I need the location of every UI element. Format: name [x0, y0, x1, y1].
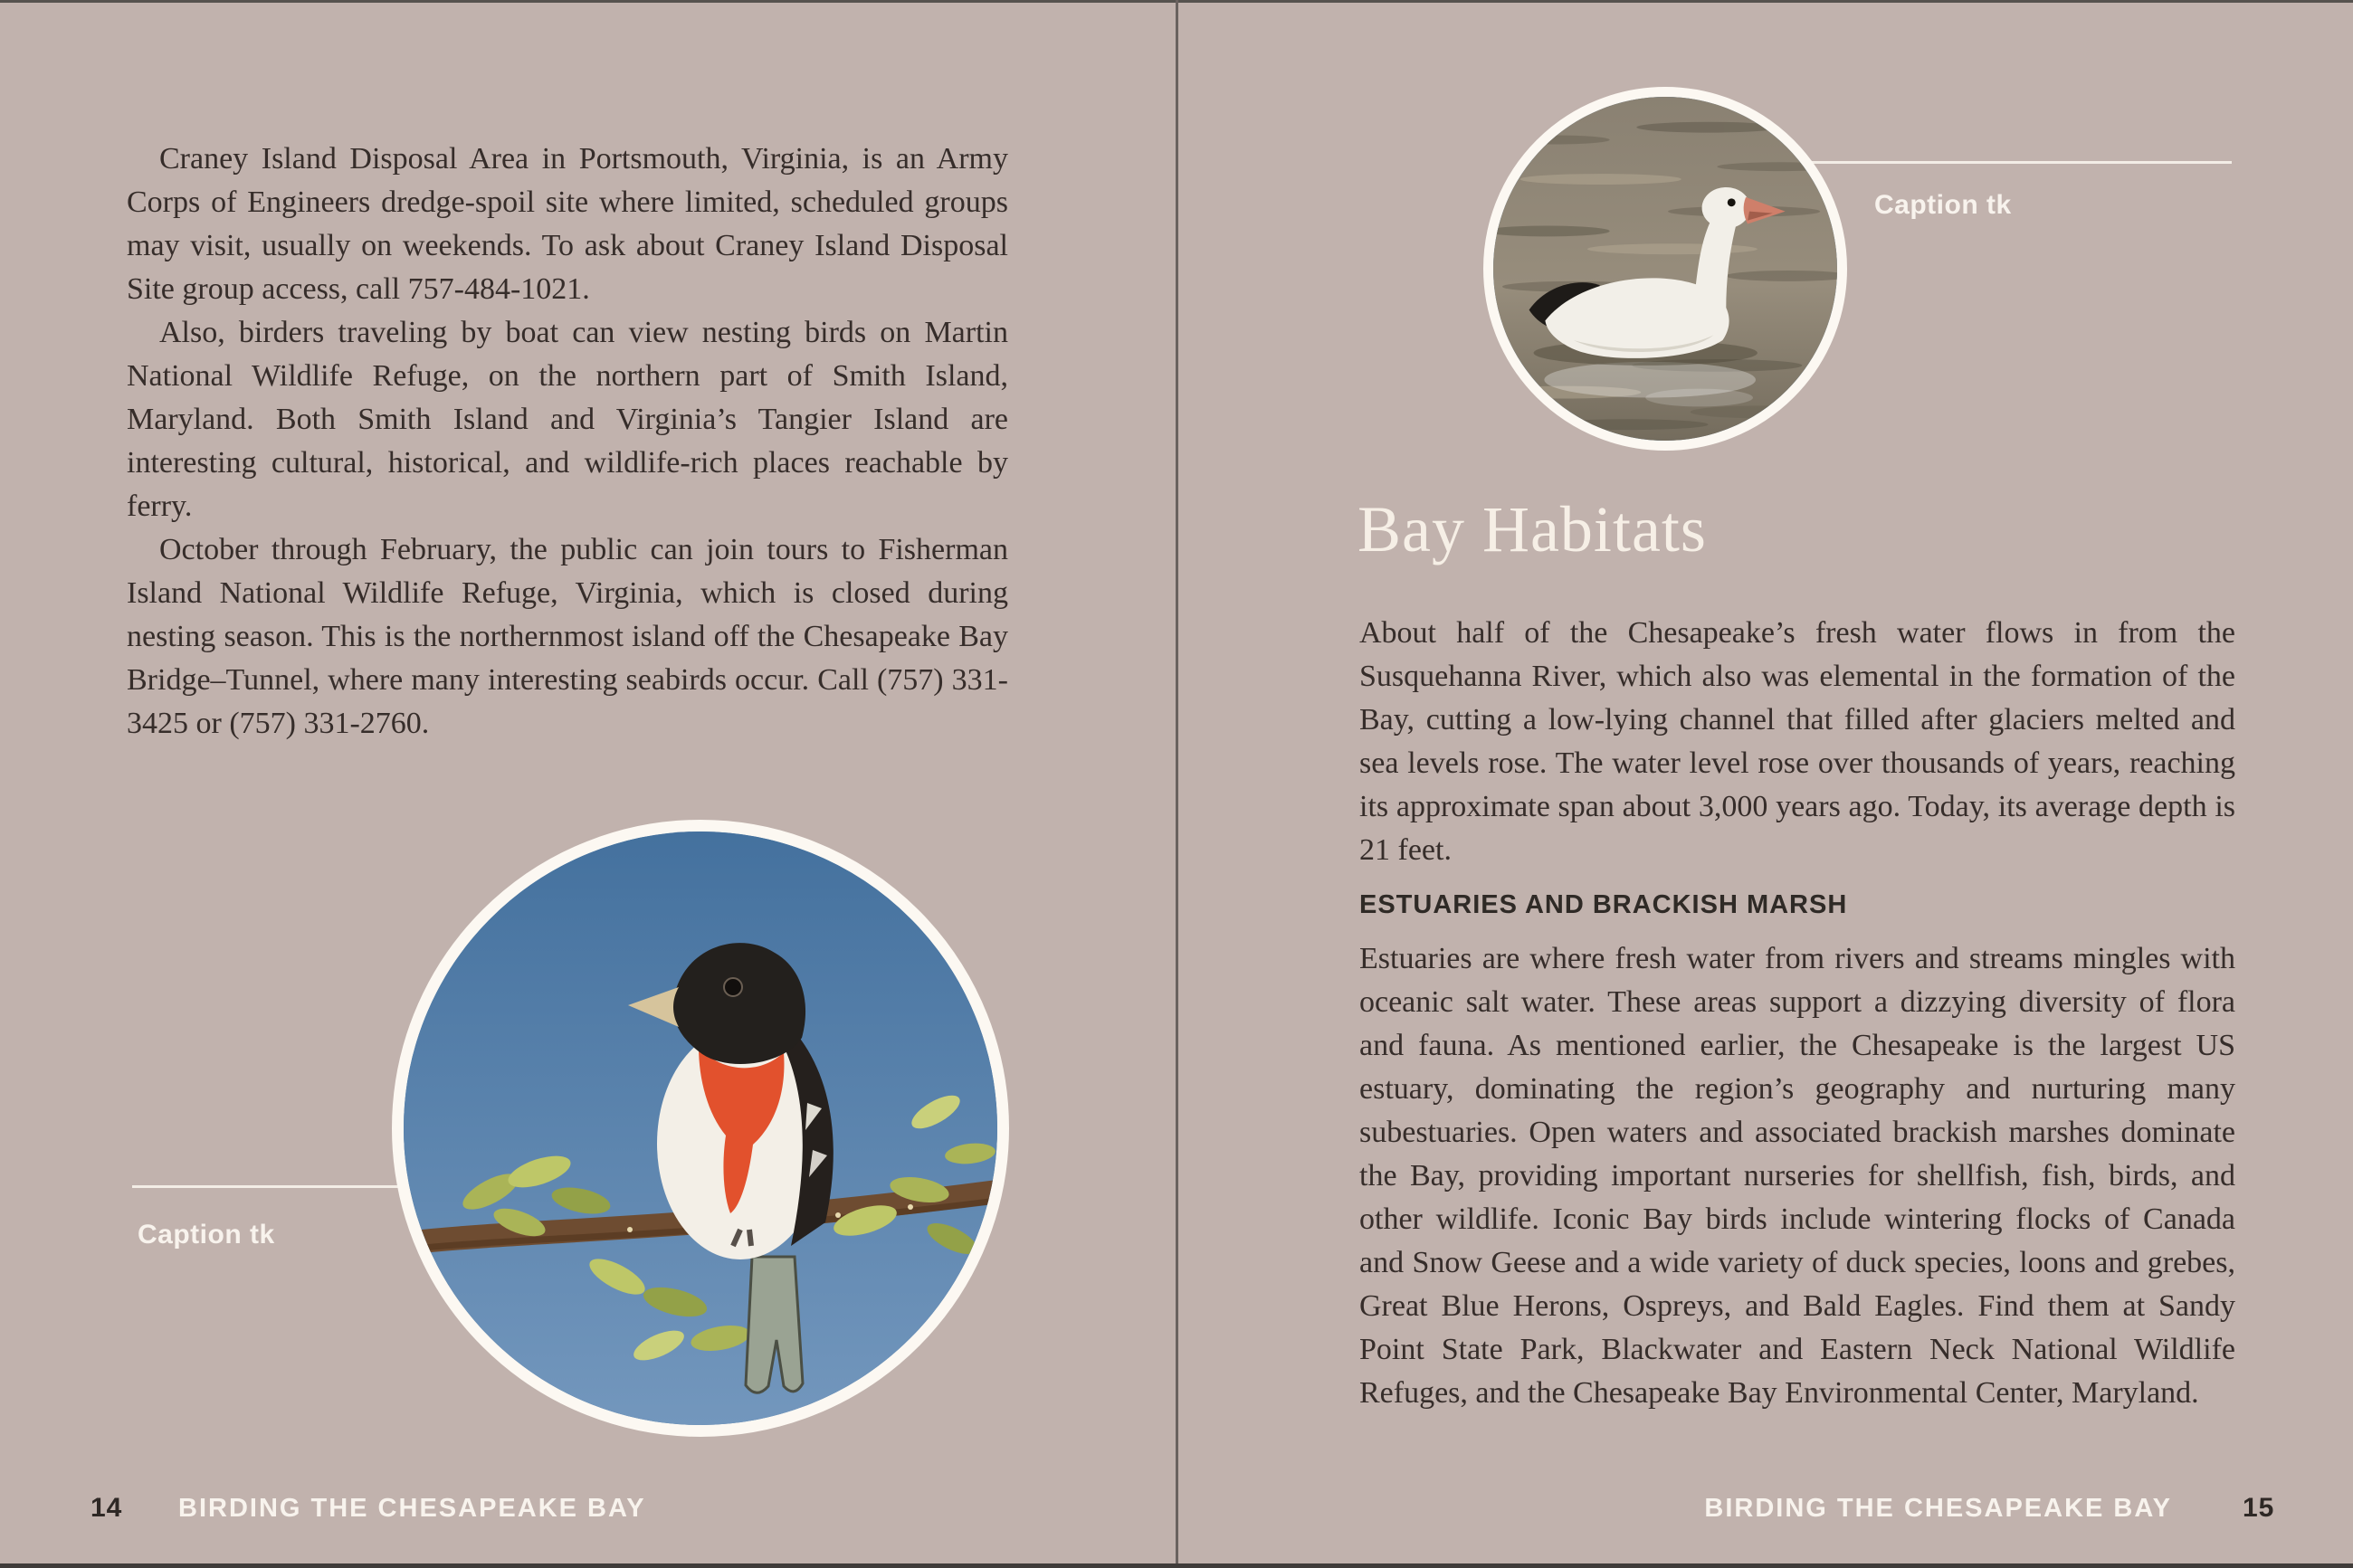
left-photo-caption: Caption tk: [138, 1220, 275, 1250]
paragraph-craney-island: Craney Island Disposal Area in Portsmouth, Virginia, is an Army Corps of Engineers dredge-spoil site where limited, scheduled groups may visit, usually on weekends. To ask about Craney Island Disposal Site group access, call 757-484-1021.: [127, 142, 1008, 306]
paragraph-martin-refuge: Also, birders traveling by boat can view nesting birds on Martin National Wildlife Refuge, on the northern part of Smith Island, Maryland. Both Smith Island and Virginia’s Tangier Island are interesting cultural, historical, and wildlife-rich places reachable by ferry.: [127, 316, 1008, 523]
right-photo-caption: Caption tk: [1874, 190, 2012, 220]
left-caption-rule: [132, 1185, 411, 1188]
left-page-number: 14: [90, 1493, 123, 1523]
subheading-estuaries: ESTUARIES AND BRACKISH MARSH: [1359, 890, 1848, 919]
rose-breasted-grosbeak-photo: [392, 820, 1009, 1437]
left-running-footer: BIRDING THE CHESAPEAKE BAY: [178, 1494, 646, 1523]
left-page-body: [127, 138, 1008, 746]
right-page-number: 15: [2243, 1493, 2275, 1523]
section-title: Bay Habitats: [1358, 493, 1707, 565]
snow-goose-illustration: [1493, 97, 1837, 441]
snow-goose-photo: [1483, 87, 1847, 451]
paragraph-bay-formation: About half of the Chesapeake’s fresh water flows in from the Susquehanna River, which also was elemental in the formation of the Bay, cutting a low-lying channel that filled after glaciers melted and sea levels rose. The water level rose over thousands of years, reaching its approximate span about 3,000 years ago. Today, its average depth is 21 feet.: [1359, 616, 2235, 867]
paragraph-estuaries: Estuaries are where fresh water from rivers and streams mingles with oceanic salt water. These areas support a dizzying diversity of flora and fauna. As mentioned earlier, the Chesapeake is the largest US estuary, dominating the region’s geography and nurturing many subestuaries. Open waters and associated brackish marshes dominate the Bay, providing important nurseries for shellfish, fish, birds, and other wildlife. Iconic Bay birds include wintering flocks of Canada and Snow Geese and a wide variety of duck species, loons and grebes, Great Blue Herons, Ospreys, and Bald Eagles. Find them at Sandy Point State Park, Blackwater and Eastern Neck National Wildlife Refuges, and the Chesapeake Bay Environmental Center, Maryland.: [1359, 942, 2235, 1410]
grosbeak-illustration: [404, 832, 997, 1425]
right-page-intro: [1359, 612, 2235, 872]
page-gutter-divider: [1176, 0, 1178, 1568]
right-caption-rule: [1801, 161, 2232, 164]
bottom-edge-strip: [0, 1563, 2353, 1568]
right-page-body: [1359, 937, 2235, 1415]
right-running-footer: BIRDING THE CHESAPEAKE BAY: [1704, 1494, 2172, 1523]
paragraph-fisherman-island: October through February, the public can join tours to Fisherman Island National Wildlife Refuge, Virginia, which is closed during nesting season. This is the northernmost island off the Chesapeake Bay Bridge–Tunnel, where many interesting seabirds occur. Call (757) 331-3425 or (757) 331-2760.: [127, 533, 1008, 740]
